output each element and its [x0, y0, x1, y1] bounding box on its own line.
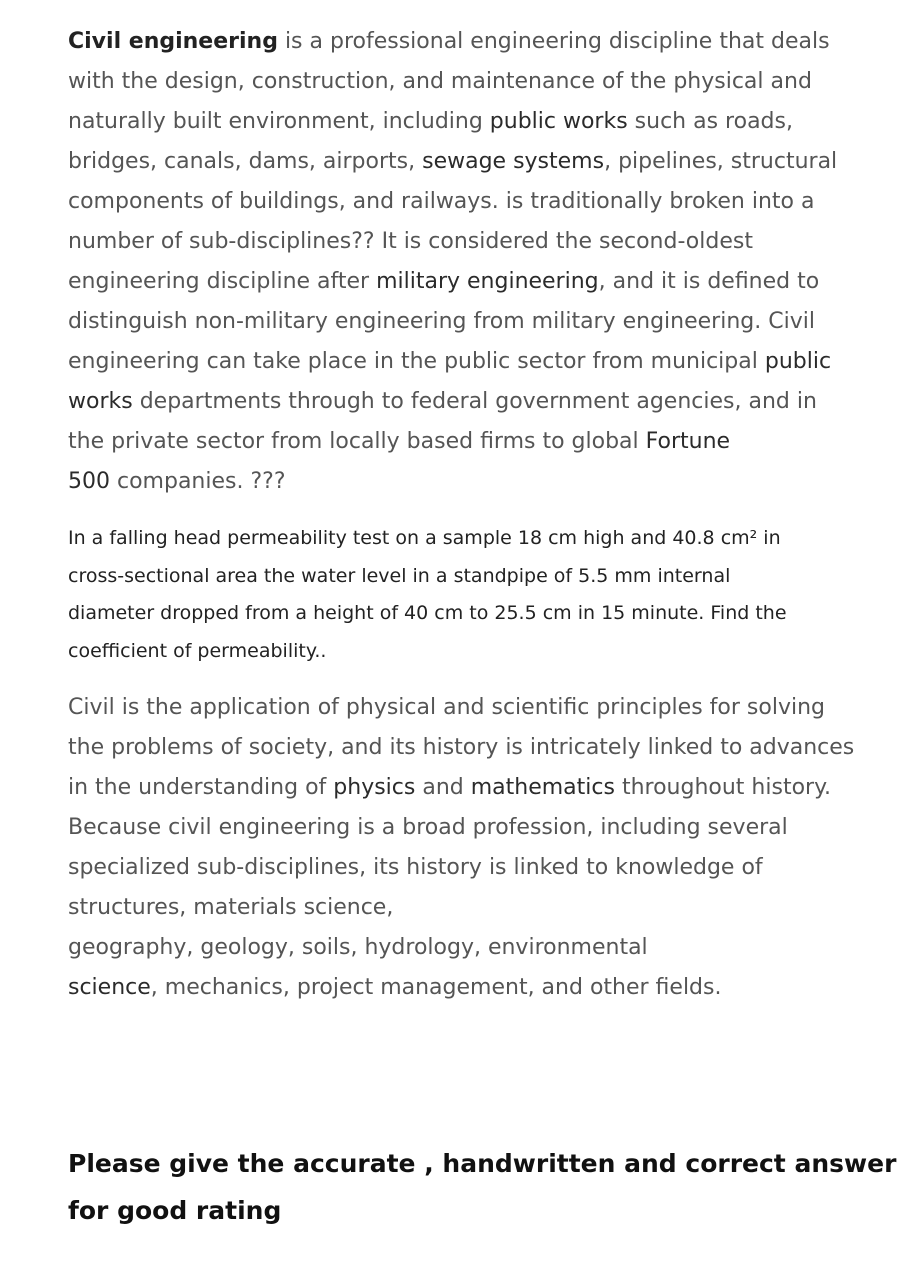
intro-line-11: the private sector from locally based firms to global Fortune	[68, 429, 731, 454]
intro-line-8: distinguish non-military engineering from military engineering. Civil	[68, 309, 815, 334]
intro-line-2: with the design, construction, and maintenance of the physical and	[68, 69, 812, 94]
history-line-8: science, mechanics, project management, and other fields.	[68, 975, 722, 1000]
science-link[interactable]: science	[68, 975, 151, 1000]
problem-line-4: coefficient of permeability..	[68, 639, 327, 662]
request-line-1: Please give the accurate , handwritten and correct answer	[68, 1149, 897, 1178]
intro-line-1: Civil engineering is a professional engineering discipline that deals	[68, 29, 830, 54]
military-engineering-link[interactable]: military engineering	[376, 269, 599, 294]
public-works-link[interactable]: public works	[489, 109, 628, 134]
request-line-2: for good rating	[68, 1196, 282, 1225]
history-line-5: specialized sub-disciplines, its history is linked to knowledge of	[68, 855, 763, 880]
intro-line-10: works departments through to federal government agencies, and in	[68, 389, 817, 414]
problem-line-3: diameter dropped from a height of 40 cm to 25.5 cm in 15 minute. Find the	[68, 602, 787, 624]
answer-request	[68, 1140, 897, 1234]
intro-paragraph	[68, 22, 868, 502]
history-line-4: Because civil engineering is a broad profession, including several	[68, 815, 788, 840]
history-line-3: in the understanding of physics and mathematics throughout history.	[68, 775, 831, 800]
history-line-2: the problems of society, and its history is intricately linked to advances	[68, 735, 855, 760]
history-line-6: structures, materials science,	[68, 895, 394, 920]
intro-line-6: number of sub-disciplines?? It is considered the second-oldest	[68, 229, 753, 254]
intro-line-4: bridges, canals, dams, airports, sewage systems, pipelines, structural	[68, 149, 838, 174]
sewage-systems-link[interactable]: sewage systems	[422, 149, 605, 174]
history-line-1: Civil is the application of physical and scientific principles for solving	[68, 695, 825, 720]
physics-link[interactable]: physics	[333, 775, 416, 800]
public-works-departments-link-cont[interactable]: works	[68, 389, 133, 414]
intro-line-9: engineering can take place in the public sector from municipal public	[68, 349, 832, 374]
mathematics-link[interactable]: mathematics	[470, 775, 615, 800]
civil-engineering-term: Civil engineering	[68, 29, 278, 54]
history-paragraph	[68, 688, 868, 1008]
problem-line-1: In a falling head permeability test on a sample 18 cm high and 40.8 cm² in	[68, 527, 781, 549]
document-page	[68, 22, 897, 1225]
history-line-7: geography, geology, soils, hydrology, environmental	[68, 935, 648, 960]
intro-line-5: components of buildings, and railways. is traditionally broken into a	[68, 189, 815, 214]
intro-line-3: naturally built environment, including public works such as roads,	[68, 109, 793, 134]
problem-statement	[68, 520, 858, 670]
intro-line-12: 500 companies. ???	[68, 469, 286, 494]
fortune-500-link-cont[interactable]: 500	[68, 469, 110, 494]
intro-line-7: engineering discipline after military engineering, and it is defined to	[68, 269, 820, 294]
public-works-departments-link[interactable]: public	[764, 349, 832, 374]
problem-line-2: cross-sectional area the water level in a standpipe of 5.5 mm internal	[68, 564, 731, 587]
fortune-500-link[interactable]: Fortune	[645, 429, 731, 454]
